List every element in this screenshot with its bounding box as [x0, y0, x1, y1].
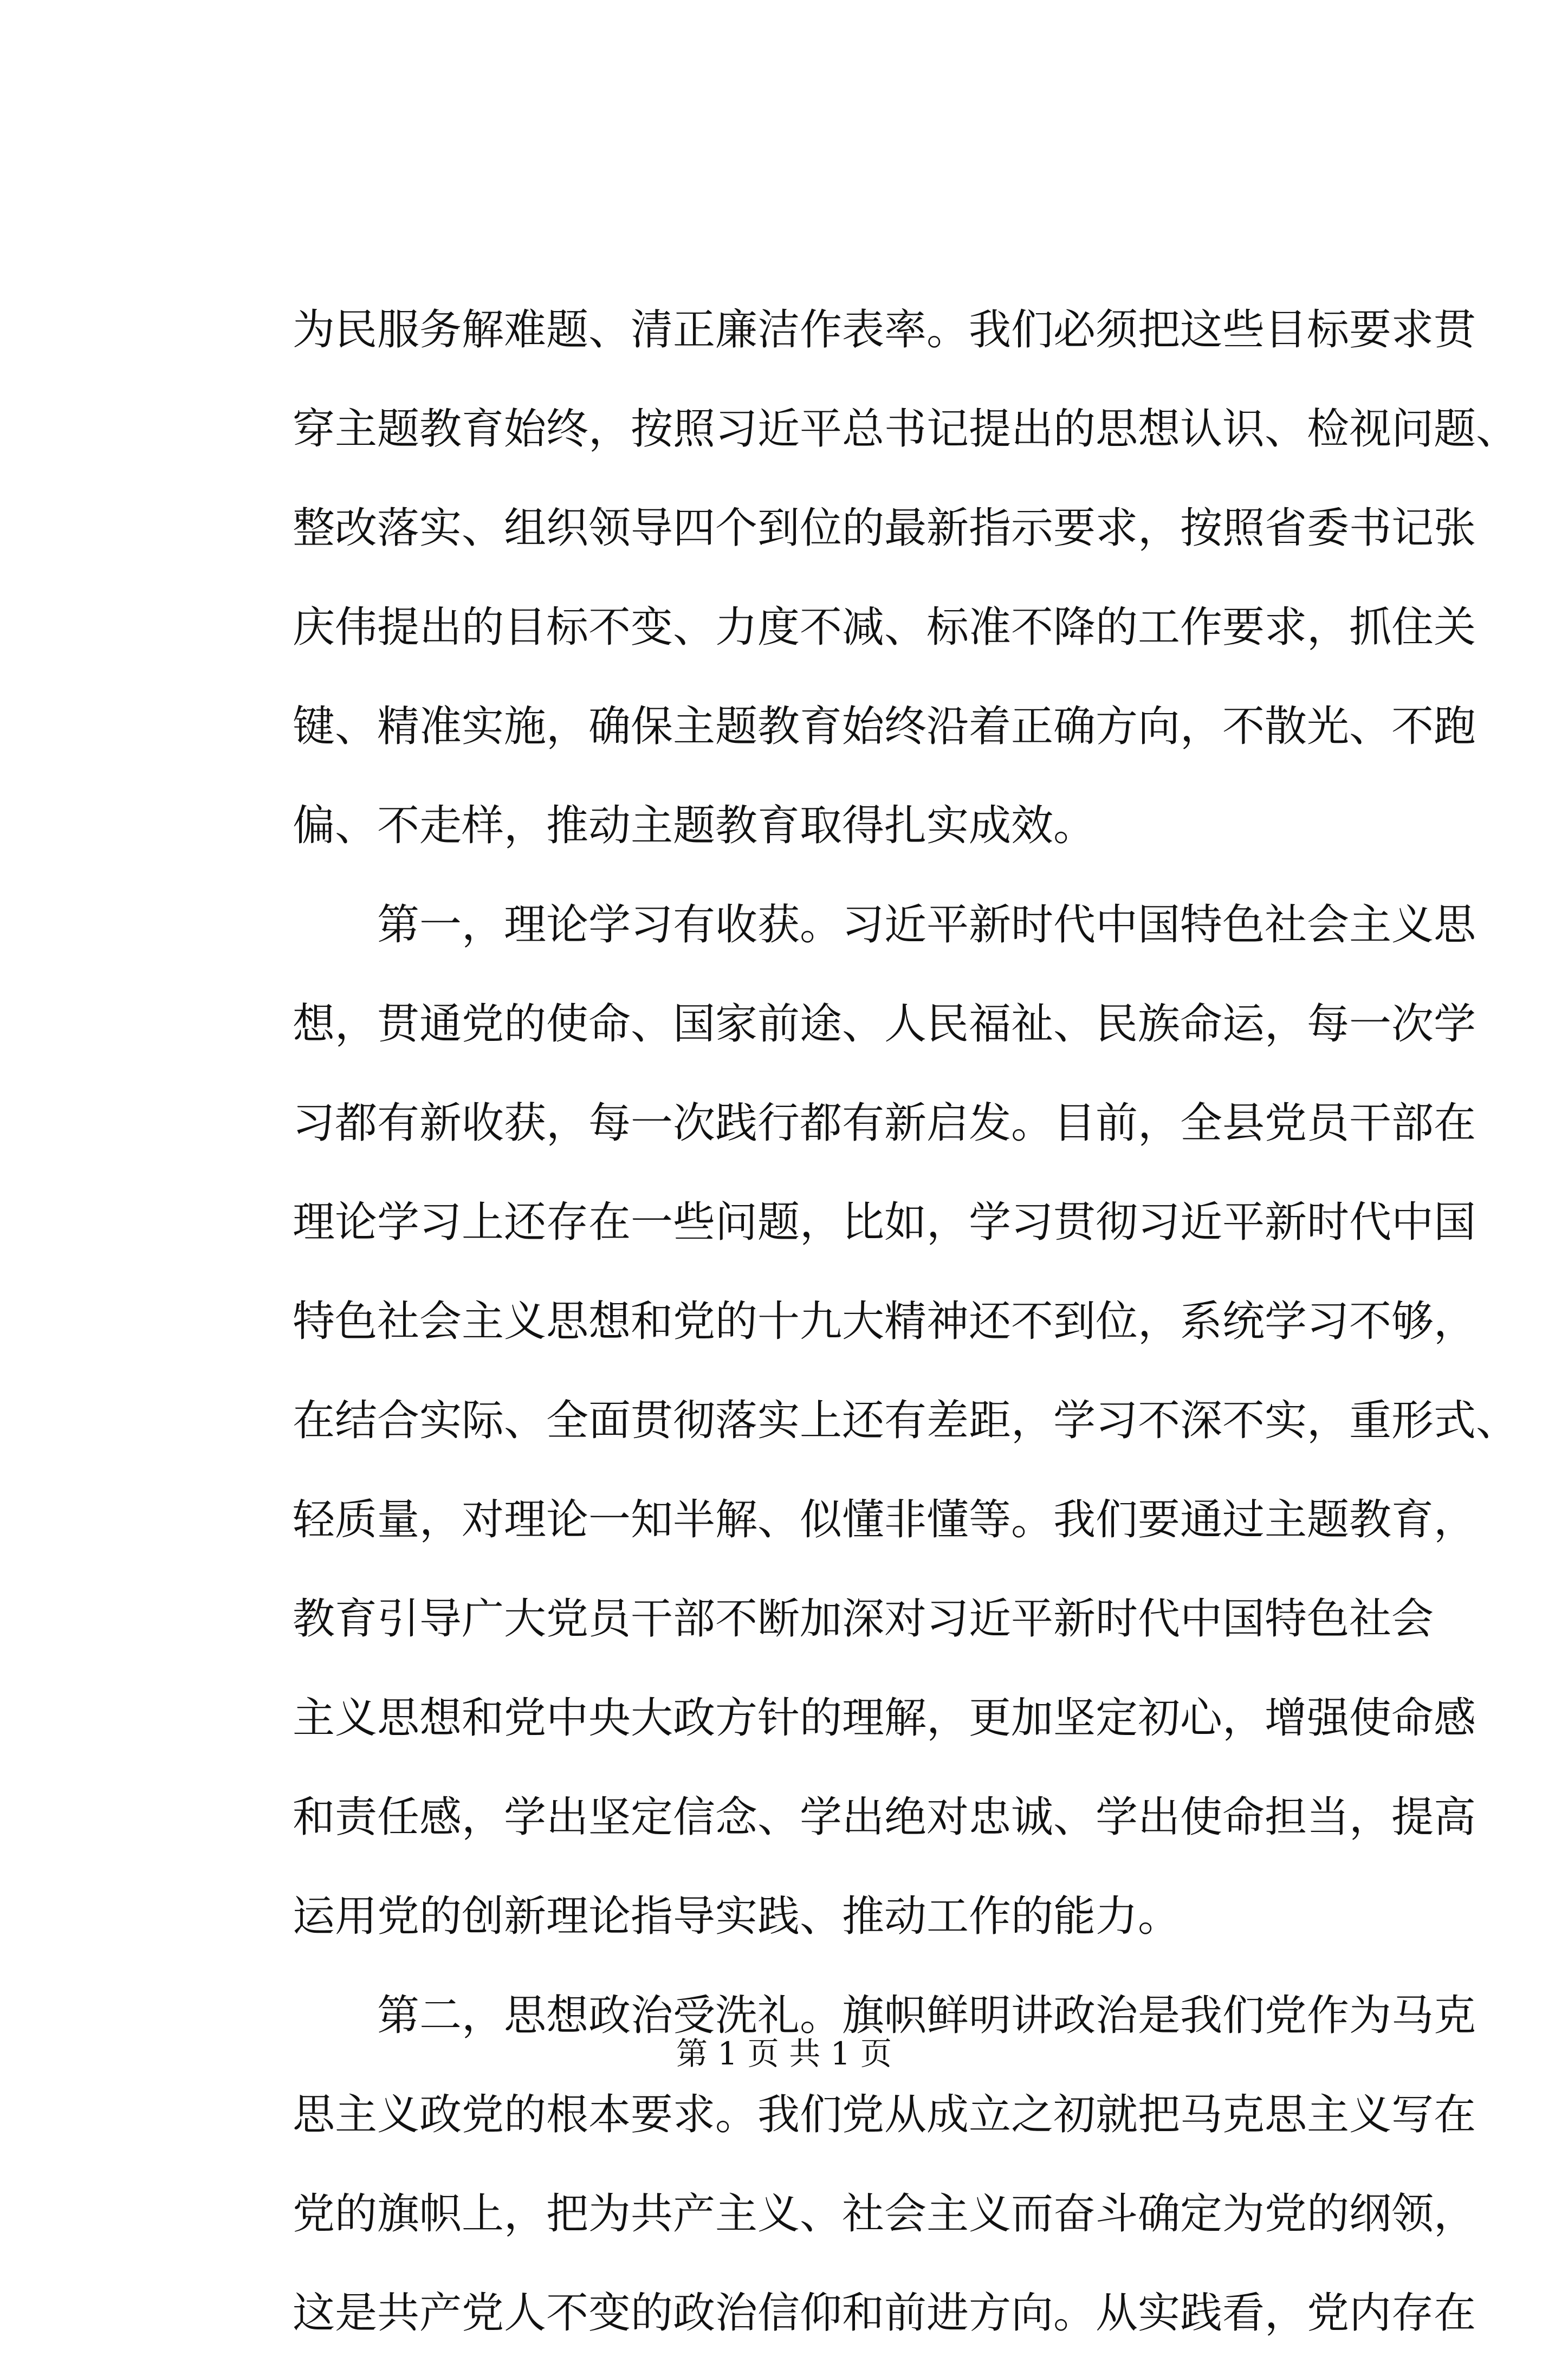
text-line: 运用党的创新理论指导实践、推动工作的能力。 — [293, 1892, 1181, 1941]
text-line: 穿主题教育始终，按照习近平总书记提出的思想认识、检视问题、 — [293, 405, 1519, 454]
text-line: 主义思想和党中央大政方针的理解，更加坚定初心，增强使命感 — [293, 1694, 1476, 1743]
text-line: 第一，理论学习有收获。习近平新时代中国特色社会主义思 — [377, 901, 1476, 949]
text-line: 整改落实、组织领导四个到位的最新指示要求，按照省委书记张 — [293, 504, 1476, 553]
page-number-footer: 第 1 页 共 1 页 — [676, 2035, 892, 2072]
text-line: 这是共产党人不变的政治信仰和前进方向。从实践看，党内存在 — [293, 2289, 1476, 2338]
text-line: 轻质量，对理论一知半解、似懂非懂等。我们要通过主题教育， — [293, 1496, 1476, 1544]
text-line: 为民服务解难题、清正廉洁作表率。我们必须把这些目标要求贯 — [293, 306, 1476, 354]
text-line: 党的旗帜上，把为共产主义、社会主义而奋斗确定为党的纲领， — [293, 2190, 1476, 2238]
paragraph — [293, 281, 1519, 876]
text-line: 教育引导广大党员干部不断加深对习近平新时代中国特色社会 — [293, 1595, 1434, 1643]
text-line: 思主义政党的根本要求。我们党从成立之初就把马克思主义写在 — [293, 2090, 1476, 2139]
text-line: 想，贯通党的使命、国家前途、人民福祉、民族命运，每一次学 — [293, 1000, 1476, 1048]
text-line: 第二，思想政治受洗礼。旗帜鲜明讲政治是我们党作为马克 — [377, 1991, 1476, 2040]
text-line: 键、精准实施，确保主题教育始终沿着正确方向，不散光、不跑 — [293, 702, 1476, 751]
paragraph — [293, 876, 1519, 1966]
text-line: 和责任感，学出坚定信念、学出绝对忠诚、学出使命担当，提高 — [293, 1793, 1476, 1842]
text-line: 特色社会主义思想和党的十九大精神还不到位，系统学习不够， — [293, 1297, 1476, 1346]
text-line: 习都有新收获，每一次践行都有新启发。目前，全县党员干部在 — [293, 1099, 1476, 1148]
paragraph — [293, 1966, 1476, 2363]
text-line: 偏、不走样，推动主题教育取得扎实成效。 — [293, 801, 1096, 850]
text-line: 理论学习上还存在一些问题，比如，学习贯彻习近平新时代中国 — [293, 1198, 1476, 1247]
text-line: 庆伟提出的目标不变、力度不减、标准不降的工作要求，抓住关 — [293, 603, 1476, 652]
text-line: 在结合实际、全面贯彻落实上还有差距，学习不深不实，重形式、 — [293, 1396, 1519, 1445]
